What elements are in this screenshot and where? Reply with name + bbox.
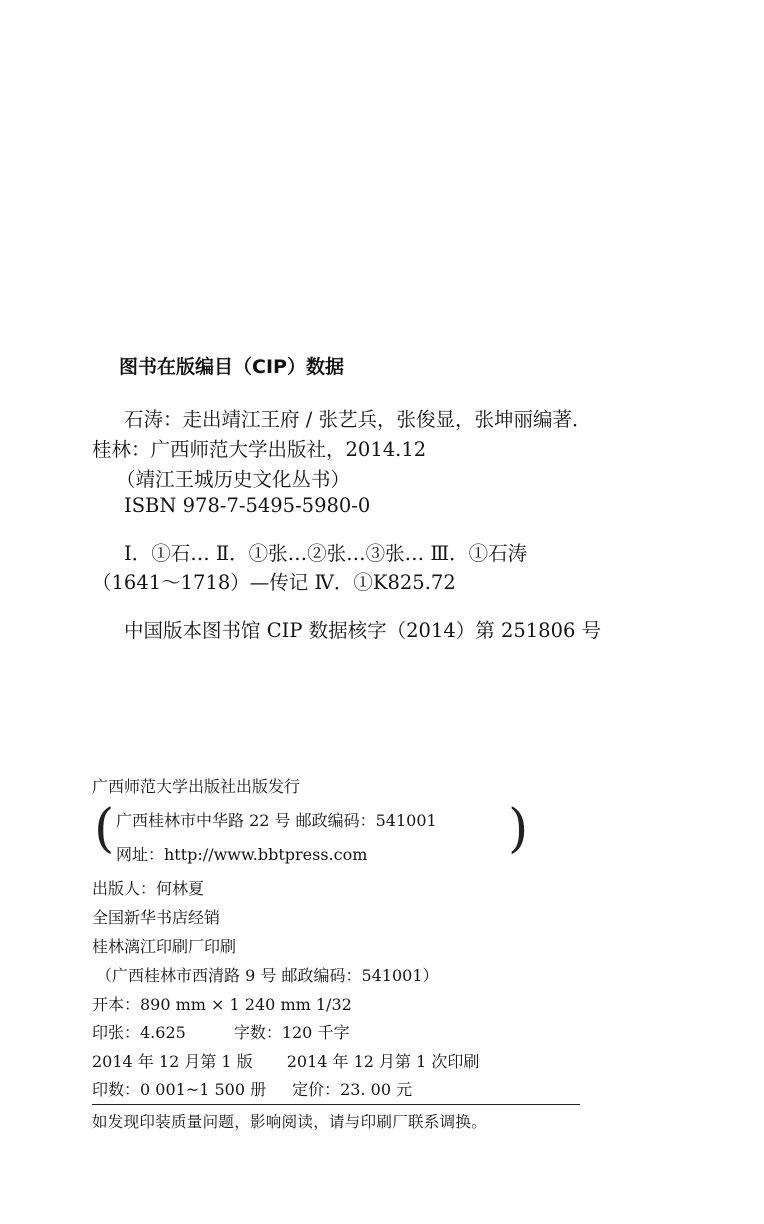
printer: 桂林漓江印刷厂印刷 — [92, 937, 237, 956]
edition-row — [92, 1049, 479, 1072]
divider-rule — [92, 1104, 580, 1105]
cip-title-line: 石涛：走出靖江王府 / 张艺兵，张俊显，张坤丽编著． — [124, 408, 592, 431]
left-brace-icon: ( — [94, 799, 115, 859]
print-run: 印数：0 001~1 500 册 — [92, 1080, 267, 1099]
cip-publisher-line: 桂林：广西师范大学出版社，2014.12 — [92, 438, 427, 461]
cip-verification-line: 中国版本图书馆 CIP 数据核字（2014）第 251806 号 — [124, 619, 602, 642]
edition: 2014 年 12 月第 1 版 — [92, 1052, 253, 1071]
cip-subject-line-2: （1641～1718）—传记 Ⅳ．①K825.72 — [92, 571, 456, 594]
cip-heading: 图书在版编目（CIP）数据 — [119, 356, 344, 378]
cip-series-line: （靖江王城历史文化丛书） — [116, 468, 351, 491]
cip-subject-line-1: Ⅰ．①石… Ⅱ．①张…②张…③张… Ⅲ．①石涛 — [124, 542, 528, 565]
quality-notice: 如发现印装质量问题，影响阅读，请与印刷厂联系调换。 — [92, 1113, 488, 1131]
distributor: 全国新华书店经销 — [92, 908, 221, 927]
publisher-person: 出版人：何林夏 — [92, 879, 205, 898]
cip-isbn-line: ISBN 978-7-5495-5980-0 — [124, 494, 371, 517]
right-brace-icon: ) — [508, 799, 529, 859]
print-run-row — [92, 1077, 412, 1100]
printing: 2014 年 12 月第 1 次印刷 — [286, 1052, 480, 1071]
publisher-address: 广西桂林市中华路 22 号 邮政编码：541001 — [116, 811, 437, 830]
book-format: 开本：890 mm × 1 240 mm 1/32 — [92, 995, 352, 1014]
printer-address: （广西桂林市西清路 9 号 邮政编码：541001） — [96, 966, 439, 985]
sheets-words-row — [92, 1020, 349, 1043]
word-count: 字数：120 千字 — [233, 1023, 350, 1042]
price: 定价：23. 00 元 — [292, 1080, 413, 1099]
printed-sheets: 印张：4.625 — [92, 1023, 186, 1042]
publisher-website: 网址：http://www.bbtpress.com — [116, 845, 368, 864]
publisher-line: 广西师范大学出版社出版发行 — [92, 777, 301, 796]
